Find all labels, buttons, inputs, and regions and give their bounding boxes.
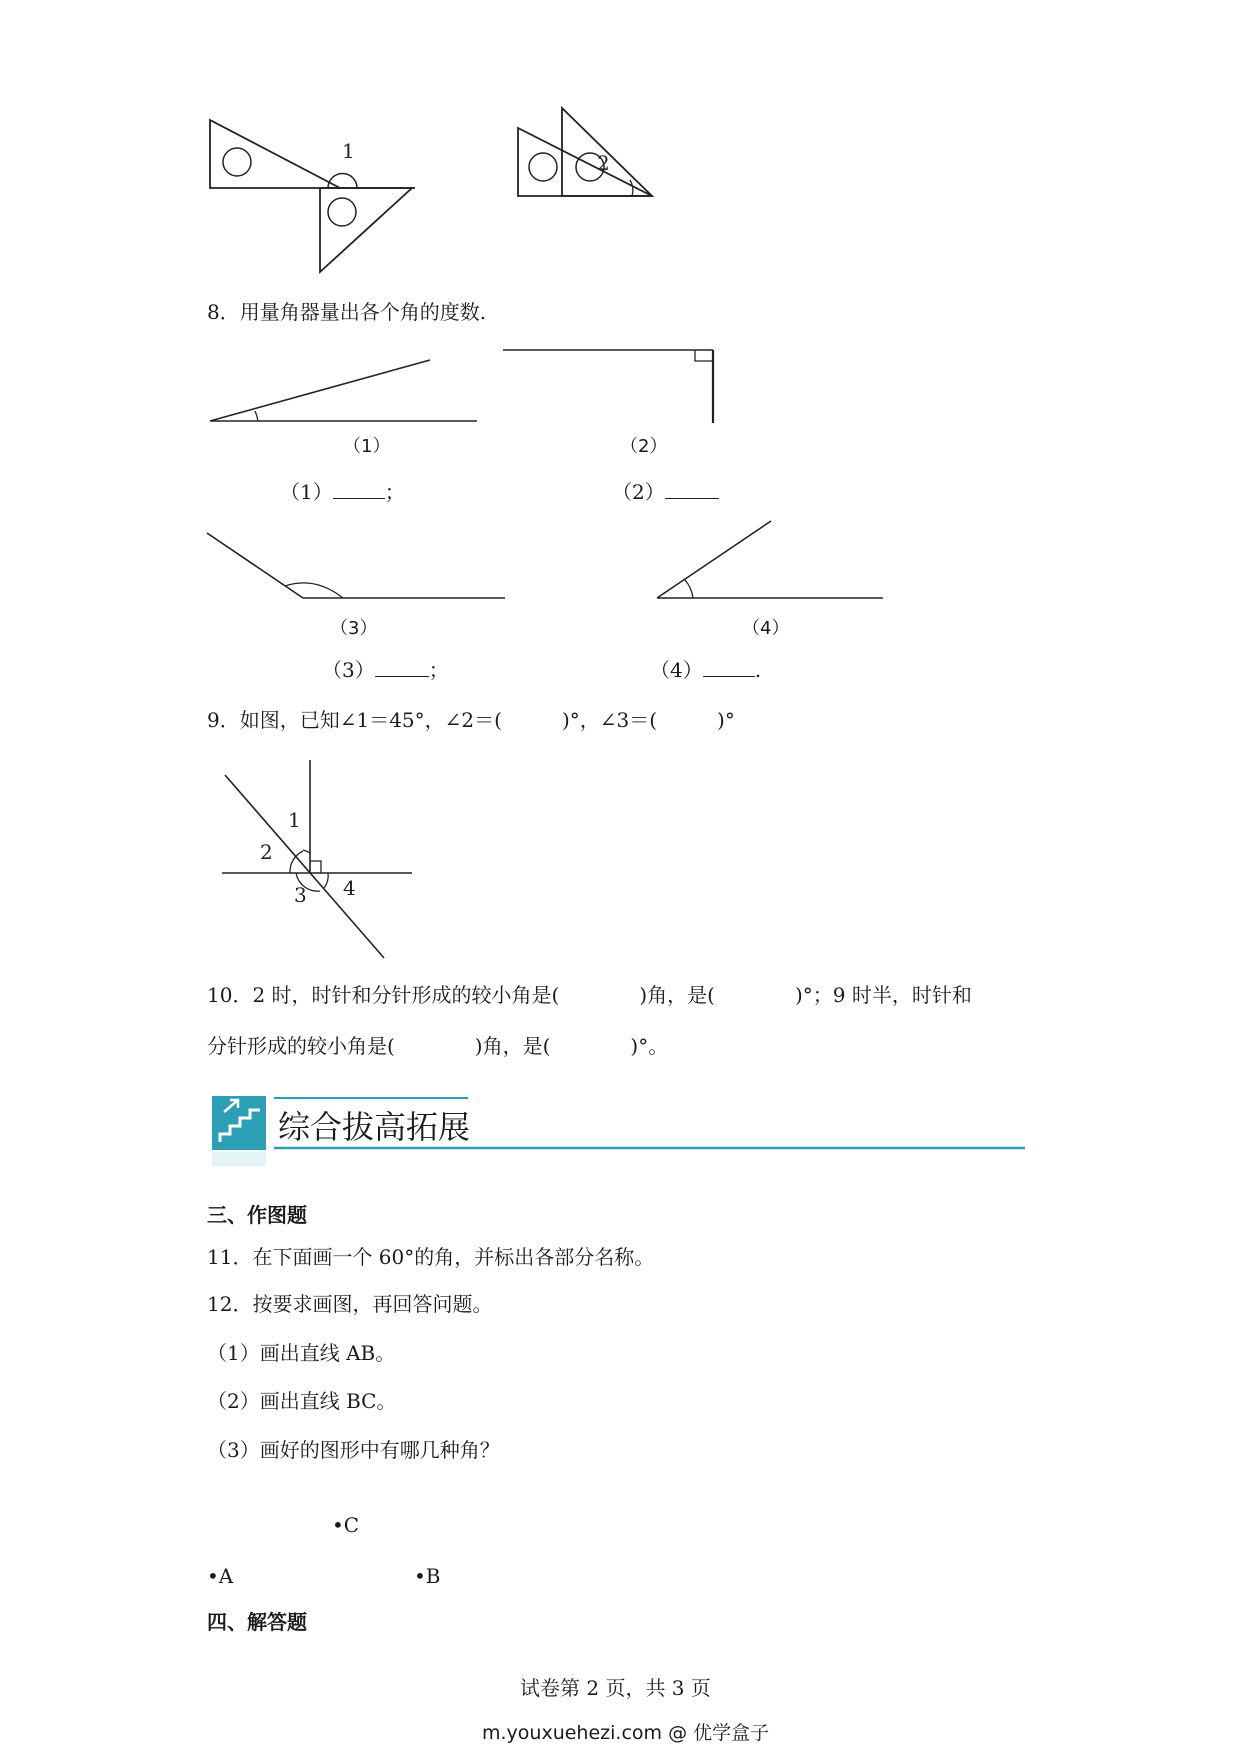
question-12: 12．按要求画图，再回答问题。: [207, 1292, 493, 1316]
point-c: •C: [332, 1513, 360, 1537]
set-square-left-top: [210, 120, 340, 188]
angle-arc: [630, 180, 633, 196]
angle-label-3: 3: [294, 883, 307, 907]
site-watermark: m.youxuehezi.com @ 优学盒子: [482, 1722, 770, 1744]
angle-figure-1: [205, 355, 465, 435]
set-squares-figure: [200, 100, 660, 260]
question-12-sub1: （1）画出直线 AB。: [207, 1341, 396, 1365]
question-9: 9．如图，已知∠1＝45°，∠2＝( )°，∠3＝( )°: [207, 708, 735, 732]
point-b: •B: [414, 1564, 441, 1588]
question-12-sub3: （3）画好的图形中有哪几种角？: [207, 1438, 500, 1462]
set-square-hole: [223, 148, 251, 176]
page-footer: 试卷第 2 页，共 3 页: [520, 1676, 711, 1700]
angle-figure-2: [500, 345, 720, 425]
figure-caption-4: （4）: [742, 618, 790, 639]
set-square-hole: [529, 153, 557, 181]
section-banner-title: 综合拔高拓展: [278, 1108, 471, 1146]
answer-4: （4） .: [650, 658, 762, 682]
figure-caption-2: （2）: [620, 436, 668, 457]
angle-figure-4: [655, 518, 895, 608]
angle-figure-3: [205, 530, 505, 610]
set-square-hole: [328, 198, 356, 226]
angle-label-2: 2: [597, 151, 610, 175]
intersecting-lines-figure: [220, 755, 420, 965]
answer-1-blank[interactable]: [333, 480, 385, 499]
answer-3: （3） ；: [322, 658, 449, 682]
angle-arc: [328, 174, 357, 189]
answer-3-blank[interactable]: [375, 658, 429, 677]
section-3-heading: 三、作图题: [207, 1203, 307, 1227]
answer-2: （2）: [612, 480, 719, 502]
question-12-sub2: （2）画出直线 BC。: [207, 1389, 397, 1413]
answer-1: （1） ；: [280, 480, 405, 504]
angle-label-2: 2: [260, 840, 273, 864]
question-8: 8．用量角器量出各个角的度数.: [207, 300, 487, 324]
question-10-line2: 分针形成的较小角是( )角，是( )°。: [207, 1034, 669, 1058]
angle-label-4: 4: [343, 876, 356, 900]
point-a: •A: [207, 1564, 234, 1588]
angle-label-1: 1: [342, 139, 355, 163]
question-10-line1: 10．2 时，时针和分针形成的较小角是( )角，是( )°；9 时半，时针和: [207, 983, 972, 1007]
section-4-heading: 四、解答题: [207, 1610, 307, 1634]
answer-4-blank[interactable]: [703, 658, 755, 677]
angle-label-1: 1: [288, 808, 301, 832]
question-11: 11．在下面画一个 60°的角，并标出各部分名称。: [207, 1245, 655, 1269]
figure-caption-3: （3）: [330, 618, 378, 639]
figure-caption-1: （1）: [343, 436, 391, 457]
answer-2-blank[interactable]: [665, 480, 719, 499]
